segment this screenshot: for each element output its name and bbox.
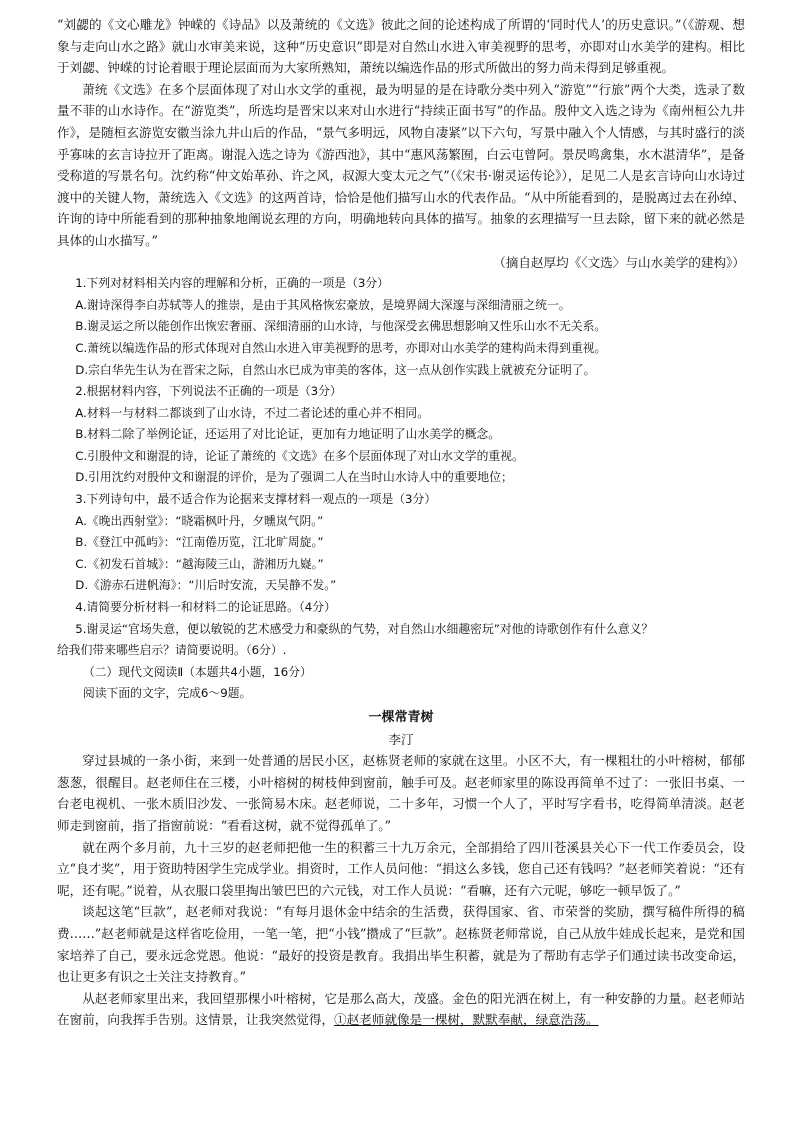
section-instruction: 阅读下面的文字，完成6～9题。 (82, 686, 252, 701)
story-author: 李汀 (388, 731, 414, 747)
story-paragraph: 穿过县城的一条小街，来到一处普通的居民小区，赵栋贤老师的家就在这里。小区不大，有一棵粗壮的小叶榕树，郁郁葱葱，很醒目。赵老师住在三楼，小叶榕树的树枝伸到窗前，触手可及。赵老师家里的陈设再简单不过了：一张旧书桌、一台老电视机、一张木质旧沙发、一张简易木床。赵老师说，二十多年，习惯一个人了，平时写字看书，吃得简单清淡。赵老师走到窗前，指了指窗前说：“看看这树，就不觉得孤单了。” (57, 753, 745, 833)
passage-citation: （摘自赵厚均《〈文选〉与山水美学的建构》） (493, 254, 745, 270)
passage-paragraph: “刘勰的《文心雕龙》钟嵘的《诗品》以及萧统的《文选》彼此之间的论述构成了所谓的‘同时代人’的历史意识。”（《游观、想象与走向山水之路》就山水审美来说，这种“历史意识”即是对自然山水进入审美视野的思考，亦即对山水美学的建构。相比于刘勰、钟嵘的讨论着眼于理论层面而为大家所熟知，萧统以编选作品的形式所做出的努力尚未得到足够重视。 (57, 17, 745, 76)
question-5-continued: 给我们带来哪些启示？请简要说明。（6分）. (57, 643, 287, 658)
question-3: 3.下列诗句中，最不适合作为论据来支撑材料一观点的一项是（3分） (75, 492, 437, 507)
option-2a: A.材料一与材料二都谈到了山水诗，不过二者论述的重心并不相同。 (75, 405, 430, 420)
option-2c: C.引殷仲文和谢混的诗，论证了萧统的《文选》在多个层面体现了对山水文学的重视。 (75, 448, 524, 463)
option-2b: B.材料二除了举例论证，还运用了对比论证，更加有力地证明了山水美学的概念。 (75, 427, 501, 442)
question-5: 5.谢灵运“官场失意，便以敏锐的艺术感受力和豪纵的气势，对自然山水细趣密玩”对他的诗歌创作有什么意义？ (75, 621, 654, 636)
underlined-sentence: ①赵老师就像是一棵树，默默奉献，绿意浩荡。 (334, 1012, 599, 1028)
question-4: 4.请简要分析材料一和材料二的论证思路。（4分） (75, 600, 336, 615)
exam-page (57, 14, 745, 1031)
option-3c: C.《初发石首城》：“越海陵三山，游湘历九嶷。” (75, 556, 324, 571)
story-paragraph: 就在两个多月前，九十三岁的赵老师把他一生的积蓄三十九万余元，全部捐给了四川苍溪县关心下一代工作委员会，设立“良才奖”，用于资助特困学生完成学业。捐资时，工作人员问他：“捐这么多钱，您自己还有钱吗？”赵老师笑着说：“还有呢，还有呢。”说着，从衣服口袋里掏出皱巴巴的六元钱，对工作人员说：“看嘛，还有六元呢，够吃一顿早饭了。” (57, 839, 745, 898)
story-paragraph: 谈起这笔“巨款”，赵老师对我说：“有每月退休金中结余的生活费，获得国家、省、市荣誉的奖励，撰写稿件所得的稿费……”赵老师就是这样省吃俭用，一笔一笔，把“小钱”攒成了“巨款”。赵栋贤老师常说，自己从放牛娃成长起来，是党和国家培养了自己，要永远念党恩。他说：“最好的投资是教育。我捐出毕生积蓄，就是为了帮助有志学子们通过读书改变命运，也让更多有识之士关注支持教育。” (57, 904, 745, 985)
option-1c: C.萧统以编选作品的形式体现对自然山水进入审美视野的思考，亦即对山水美学的建构尚未得到重视。 (75, 340, 607, 355)
option-2d: D.引用沈约对殷仲文和谢混的评价，是为了强调二人在当时山水诗人中的重要地位； (75, 470, 513, 485)
option-1a: A.谢诗深得李白苏轼等人的推崇，是由于其风格恢宏豪放，是境界阔大深邃与深细清丽之统一。 (75, 297, 571, 312)
option-3d: D.《游赤石进帆海》：“川后时安流，天吴静不发。” (75, 578, 337, 593)
option-1b: B.谢灵运之所以能创作出恢宏奢丽、深细清丽的山水诗，与他深受玄佛思想影响又性乐山水不无关系。 (75, 319, 607, 334)
passage-paragraph: 萧统《文选》在多个层面体现了对山水文学的重视，最为明显的是在诗歌分类中列入“游览”“行旅”两个大类，选录了数量不菲的山水诗作。在“游览类”，所选均是晋宋以来对山水进行“持续正面书写”的作品。殷仲文入选之诗为《南州桓公九井作》，是随桓玄游览安徽当涂九井山后的作品，“景气多明远，风物自凄紧”以下六句，写景中融入个人情感，与其时盛行的淡乎寡味的玄言诗拉开了距离。谢混入选之诗为《游西池》，其中“惠风荡繁囿，白云屯曾阿。景昃鸣禽集，水木湛清华”，是备受称道的写景名句。沈约称“仲文始革孙、许之风，叔源大变太元之气”（《宋书·谢灵运传论》），足见二人是玄言诗向山水诗过渡中的关键人物，萧统选入《文选》的这两首诗，恰恰是他们描写山水的代表作品。“从中所能看到的，是脱离过去在孙绰、许询的诗中所能看到的那种抽象地阐说玄理的方向，明确地转向具体的描写。抽象的玄理描写一旦去除，留下来的就必然是具体的山水描写。” (57, 81, 745, 248)
option-3a: A.《晚出西射堂》：“晓霜枫叶丹，夕曛岚气阴。” (75, 513, 324, 528)
section-heading: （二）现代文阅读Ⅱ（本题共4小题，16分） (82, 664, 312, 679)
option-3b: B.《登江中孤屿》：“江南倦历览，江北旷周旋。” (75, 535, 324, 550)
story-paragraph (57, 988, 745, 1031)
option-1d: D.宗白华先生认为在晋宋之际，自然山水已成为审美的客体，这一点从创作实践上就被充分证明了。 (75, 362, 596, 377)
question-1: 1.下列对材料相关内容的理解和分析，正确的一项是（3分） (75, 276, 389, 291)
question-2: 2.根据材料内容，下列说法不正确的一项是（3分） (75, 384, 342, 399)
story-title: 一棵常青树 (368, 710, 434, 725)
story-text: 从赵老师家里出来，我回望那棵小叶榕树，它是那么高大，茂盛。金色的阳光洒在树上，有一种安静的力量。赵老师站在窗前，向我挥手告别。这情景，让我突然觉得， (57, 990, 745, 1028)
